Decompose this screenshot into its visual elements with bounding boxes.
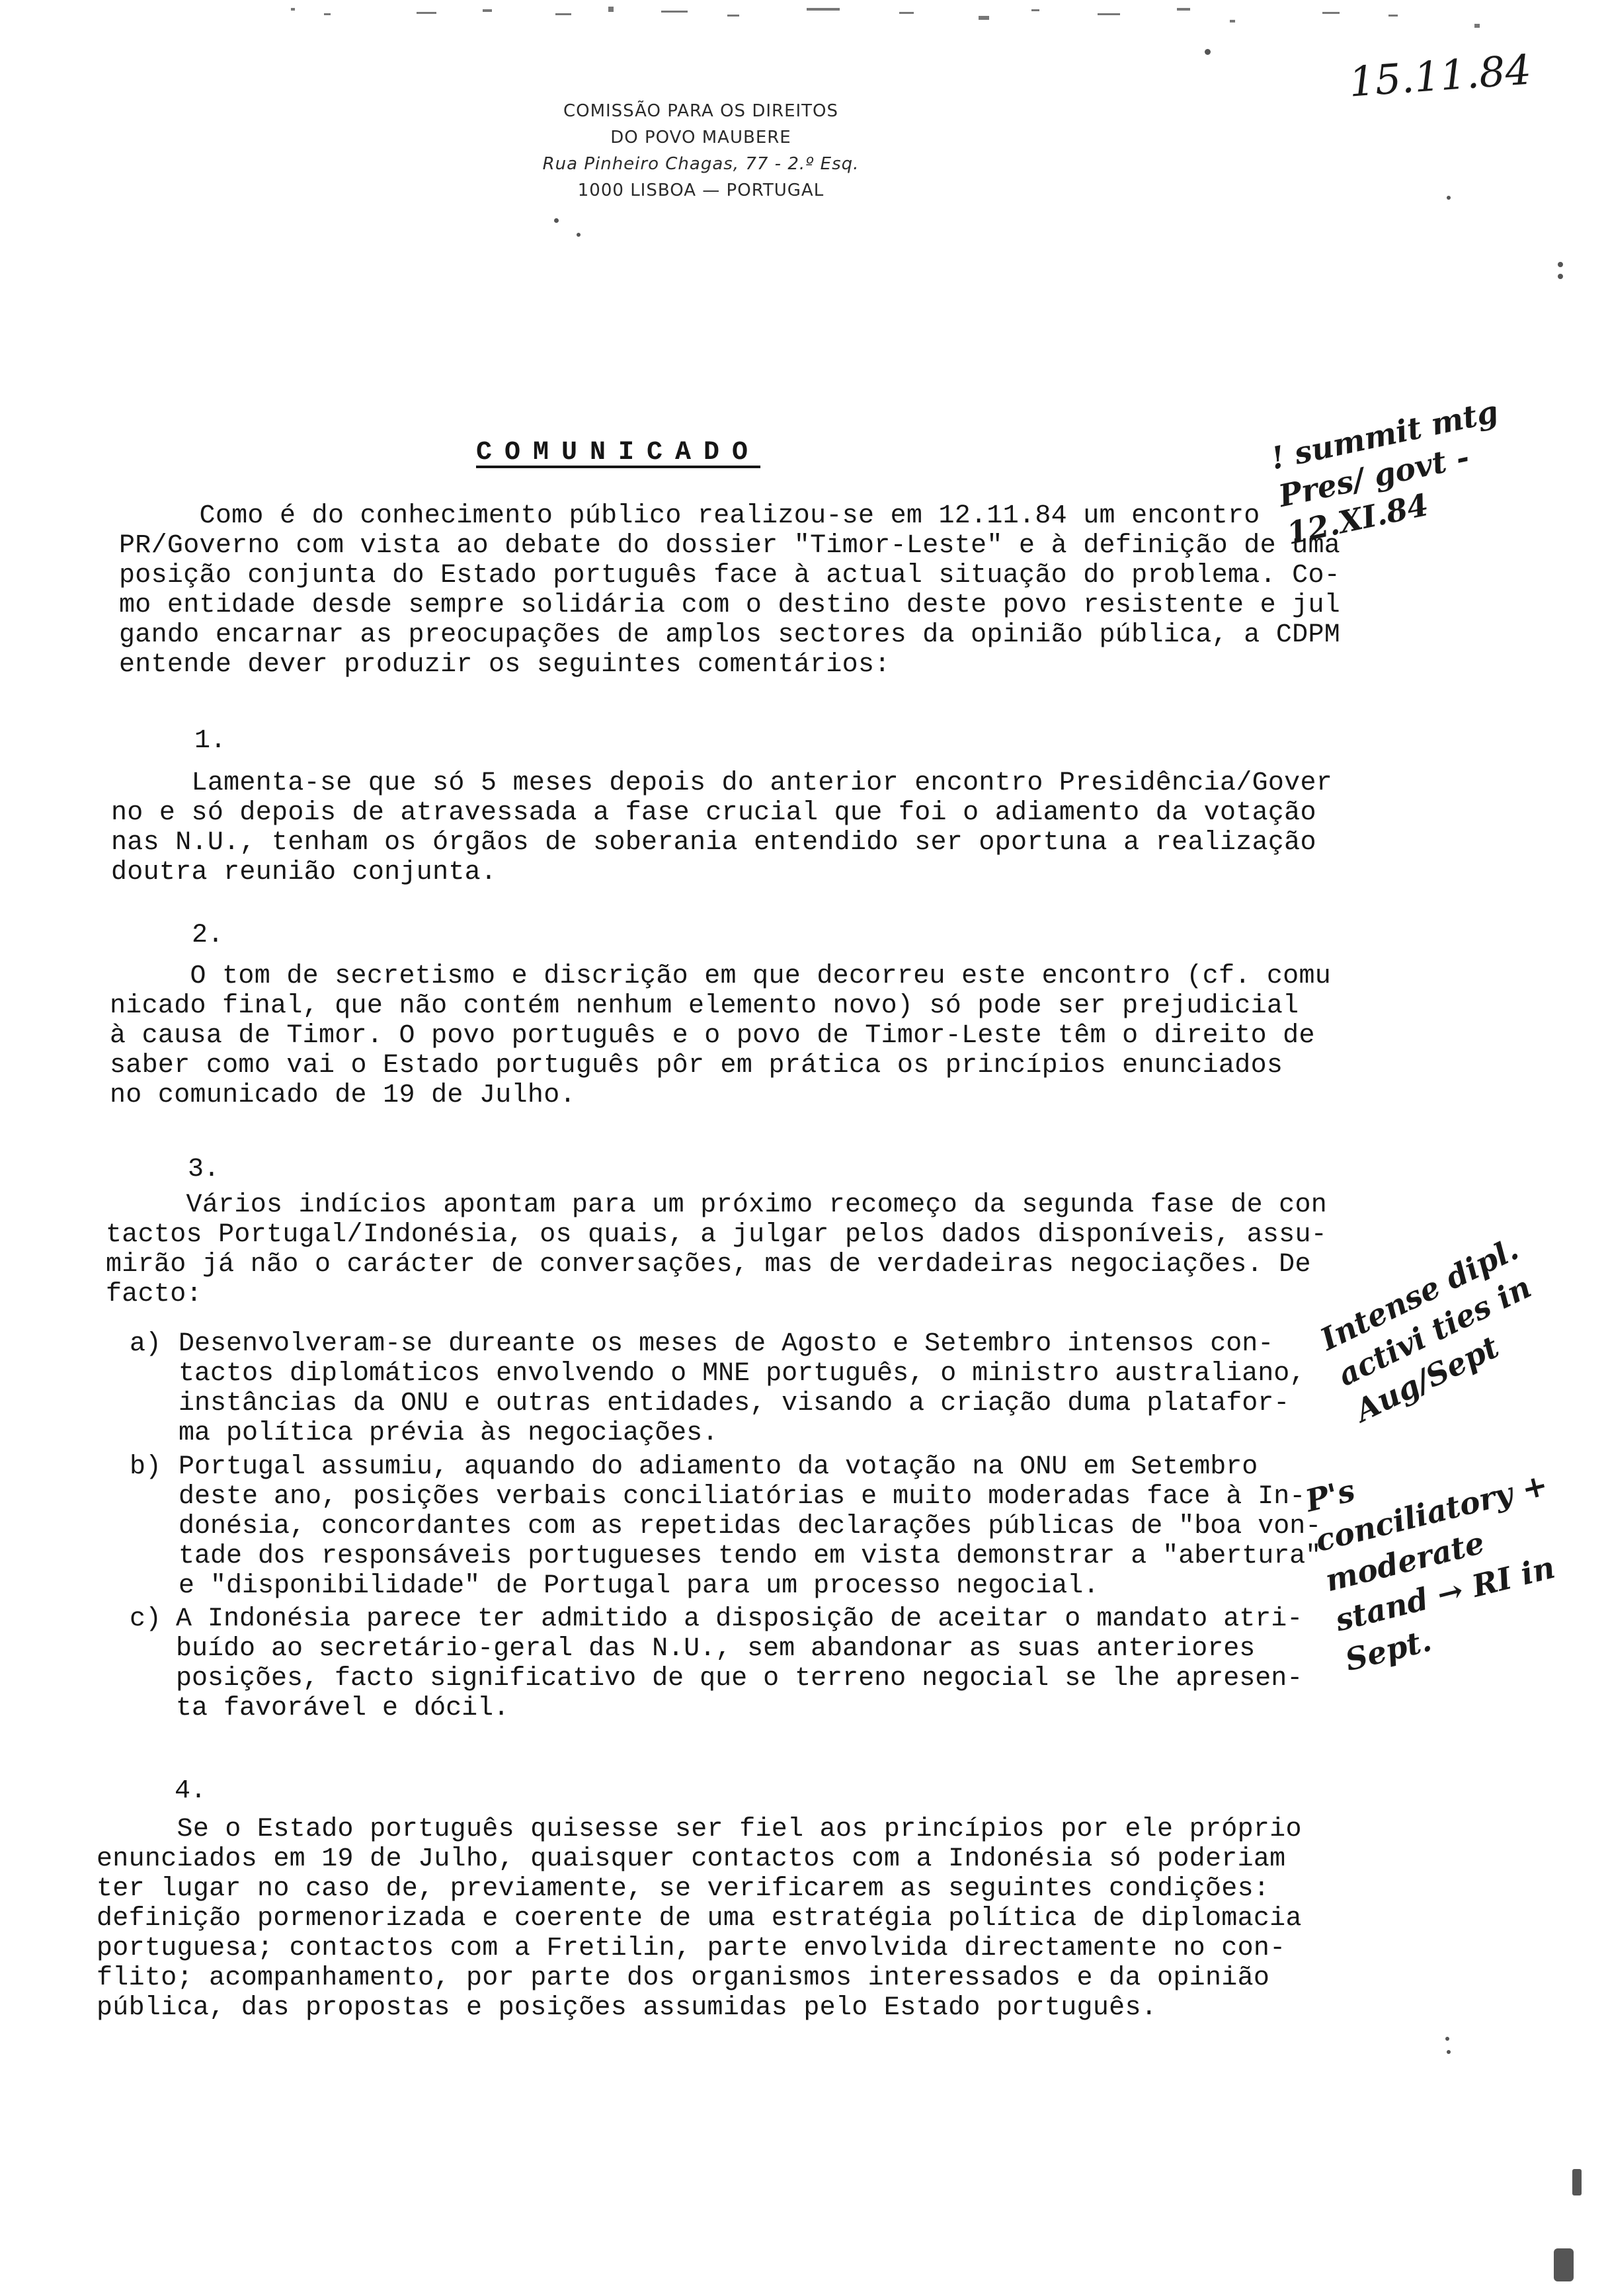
scan-speck [1572, 2169, 1582, 2195]
section-number: 2. [192, 921, 224, 950]
intro-paragraph: Como é do conhecimento público realizou-se em 12.11.84 um encontro PR/Governo com vista ao debate do dossier "Timor-Leste" e à definição de uma posição conjunta do Estado português face à actual situação do problema. Co- mo entidade desde sempre solidária com o destino deste povo resistente e jul gando encarnar as preocupações de amplos sectores da opinião pública, a CDPM entende dever produzir os seguintes comentários: [119, 501, 1341, 680]
scan-speck [1445, 2037, 1449, 2041]
letterhead-line: Rua Pinheiro Chagas, 77 - 2.º Esq. [542, 154, 860, 174]
margin-note-contacts: Intense dipl. activi ties in Aug/Sept [1314, 1231, 1537, 1429]
letterhead [370, 98, 1031, 204]
scan-speck [1554, 2248, 1574, 2281]
scan-speck [1447, 2050, 1451, 2054]
list-item-label: a) [130, 1329, 162, 1359]
handwritten-date: 15.11.84 [1347, 45, 1533, 106]
scan-speck [1558, 262, 1563, 267]
section-paragraph: Lamenta-se que só 5 meses depois do anterior encontro Presidência/Gover no e só depois de atravessada a fase crucial que foi o adiamento da votação nas N.U., tenham os órgãos de soberania entendido ser oportuna a realização doutra reunião conjunta. [111, 768, 1333, 887]
list-item-text: Desenvolveram-se dureante os meses de Agosto e Setembro intensos con- tactos diplomáticos envolvendo o MNE português, o ministro australiano, instâncias da ONU e outras entidades, visando a criação duma platafor- ma política prévia às negociações. [179, 1329, 1306, 1448]
section-number: 1. [194, 726, 227, 756]
scan-speck [1205, 49, 1211, 55]
section-number: 3. [188, 1155, 220, 1184]
list-item-label: b) [130, 1452, 162, 1482]
letterhead-line: 1000 LISBOA — PORTUGAL [577, 181, 824, 200]
margin-note-conciliatory: P's conciliatory + moderate stand → RI in Sept. [1302, 1466, 1558, 1678]
section-paragraph: Se o Estado português quisesse ser fiel aos princípios por ele próprio enunciados em 19 de Julho, quaisquer contactos com a Indonésia só poderiam ter lugar no caso de, previamente, se verificarem as seguintes condições: definição pormenorizada e coerente de uma estratégia política de diplomacia portuguesa; contactos com a Fretilin, parte envolvida directamente no con- flito; acompanhamento, por parte dos organismos interessados e da opinião pública, das propostas e posições assumidas pelo Estado português. [97, 1815, 1302, 2023]
scan-speck [554, 218, 559, 223]
list-item-text: Portugal assumiu, aquando do adiamento da votação na ONU em Setembro deste ano, posições verbais conciliatórias e muito moderadas face à In- donésia, concordantes com as repetidas declarações públicas de "boa von- tade dos responsáveis portugueses tendo em vista demonstrar a "abertura" e "disponibilidade" de Portugal para um processo negocial. [179, 1452, 1322, 1601]
letterhead-line: DO POVO MAUBERE [610, 128, 791, 147]
list-item-label: c) [130, 1604, 162, 1634]
letterhead-line: COMISSÃO PARA OS DIREITOS [563, 101, 839, 121]
scan-speck [1558, 274, 1563, 279]
scan-noise [264, 0, 1521, 33]
list-item-text: A Indonésia parece ter admitido a disposição de aceitar o mandato atri- buído ao secretário-geral das N.U., sem abandonar as suas anteriores posições, facto significativo de que o terreno negocial se lhe apresen- ta favorável e dócil. [176, 1604, 1303, 1723]
margin-note-meeting: ! summit mtg Pres/ govt - 12.XI.84 [1267, 393, 1502, 552]
section-paragraph: O tom de secretismo e discrição em que decorreu este encontro (cf. comu nicado final, que não contém nenhum elemento novo) só pode ser prejudicial à causa de Timor. O povo português e o povo de Timor-Leste têm o direito de saber como vai o Estado português pôr em prática os princípios enunciados no comunicado de 19 de Julho. [110, 962, 1332, 1110]
section-number: 4. [175, 1776, 207, 1806]
scan-speck [1447, 196, 1451, 200]
scan-speck [577, 233, 581, 237]
document-title: COMUNICADO [476, 438, 761, 468]
section-paragraph: Vários indícios apontam para um próximo recomeço da segunda fase de con tactos Portugal/Indonésia, os quais, a julgar pelos dados disponíveis, assu- mirão já não o carácter de conversações, mas de verdadeiras negociações. De facto: [106, 1190, 1328, 1309]
